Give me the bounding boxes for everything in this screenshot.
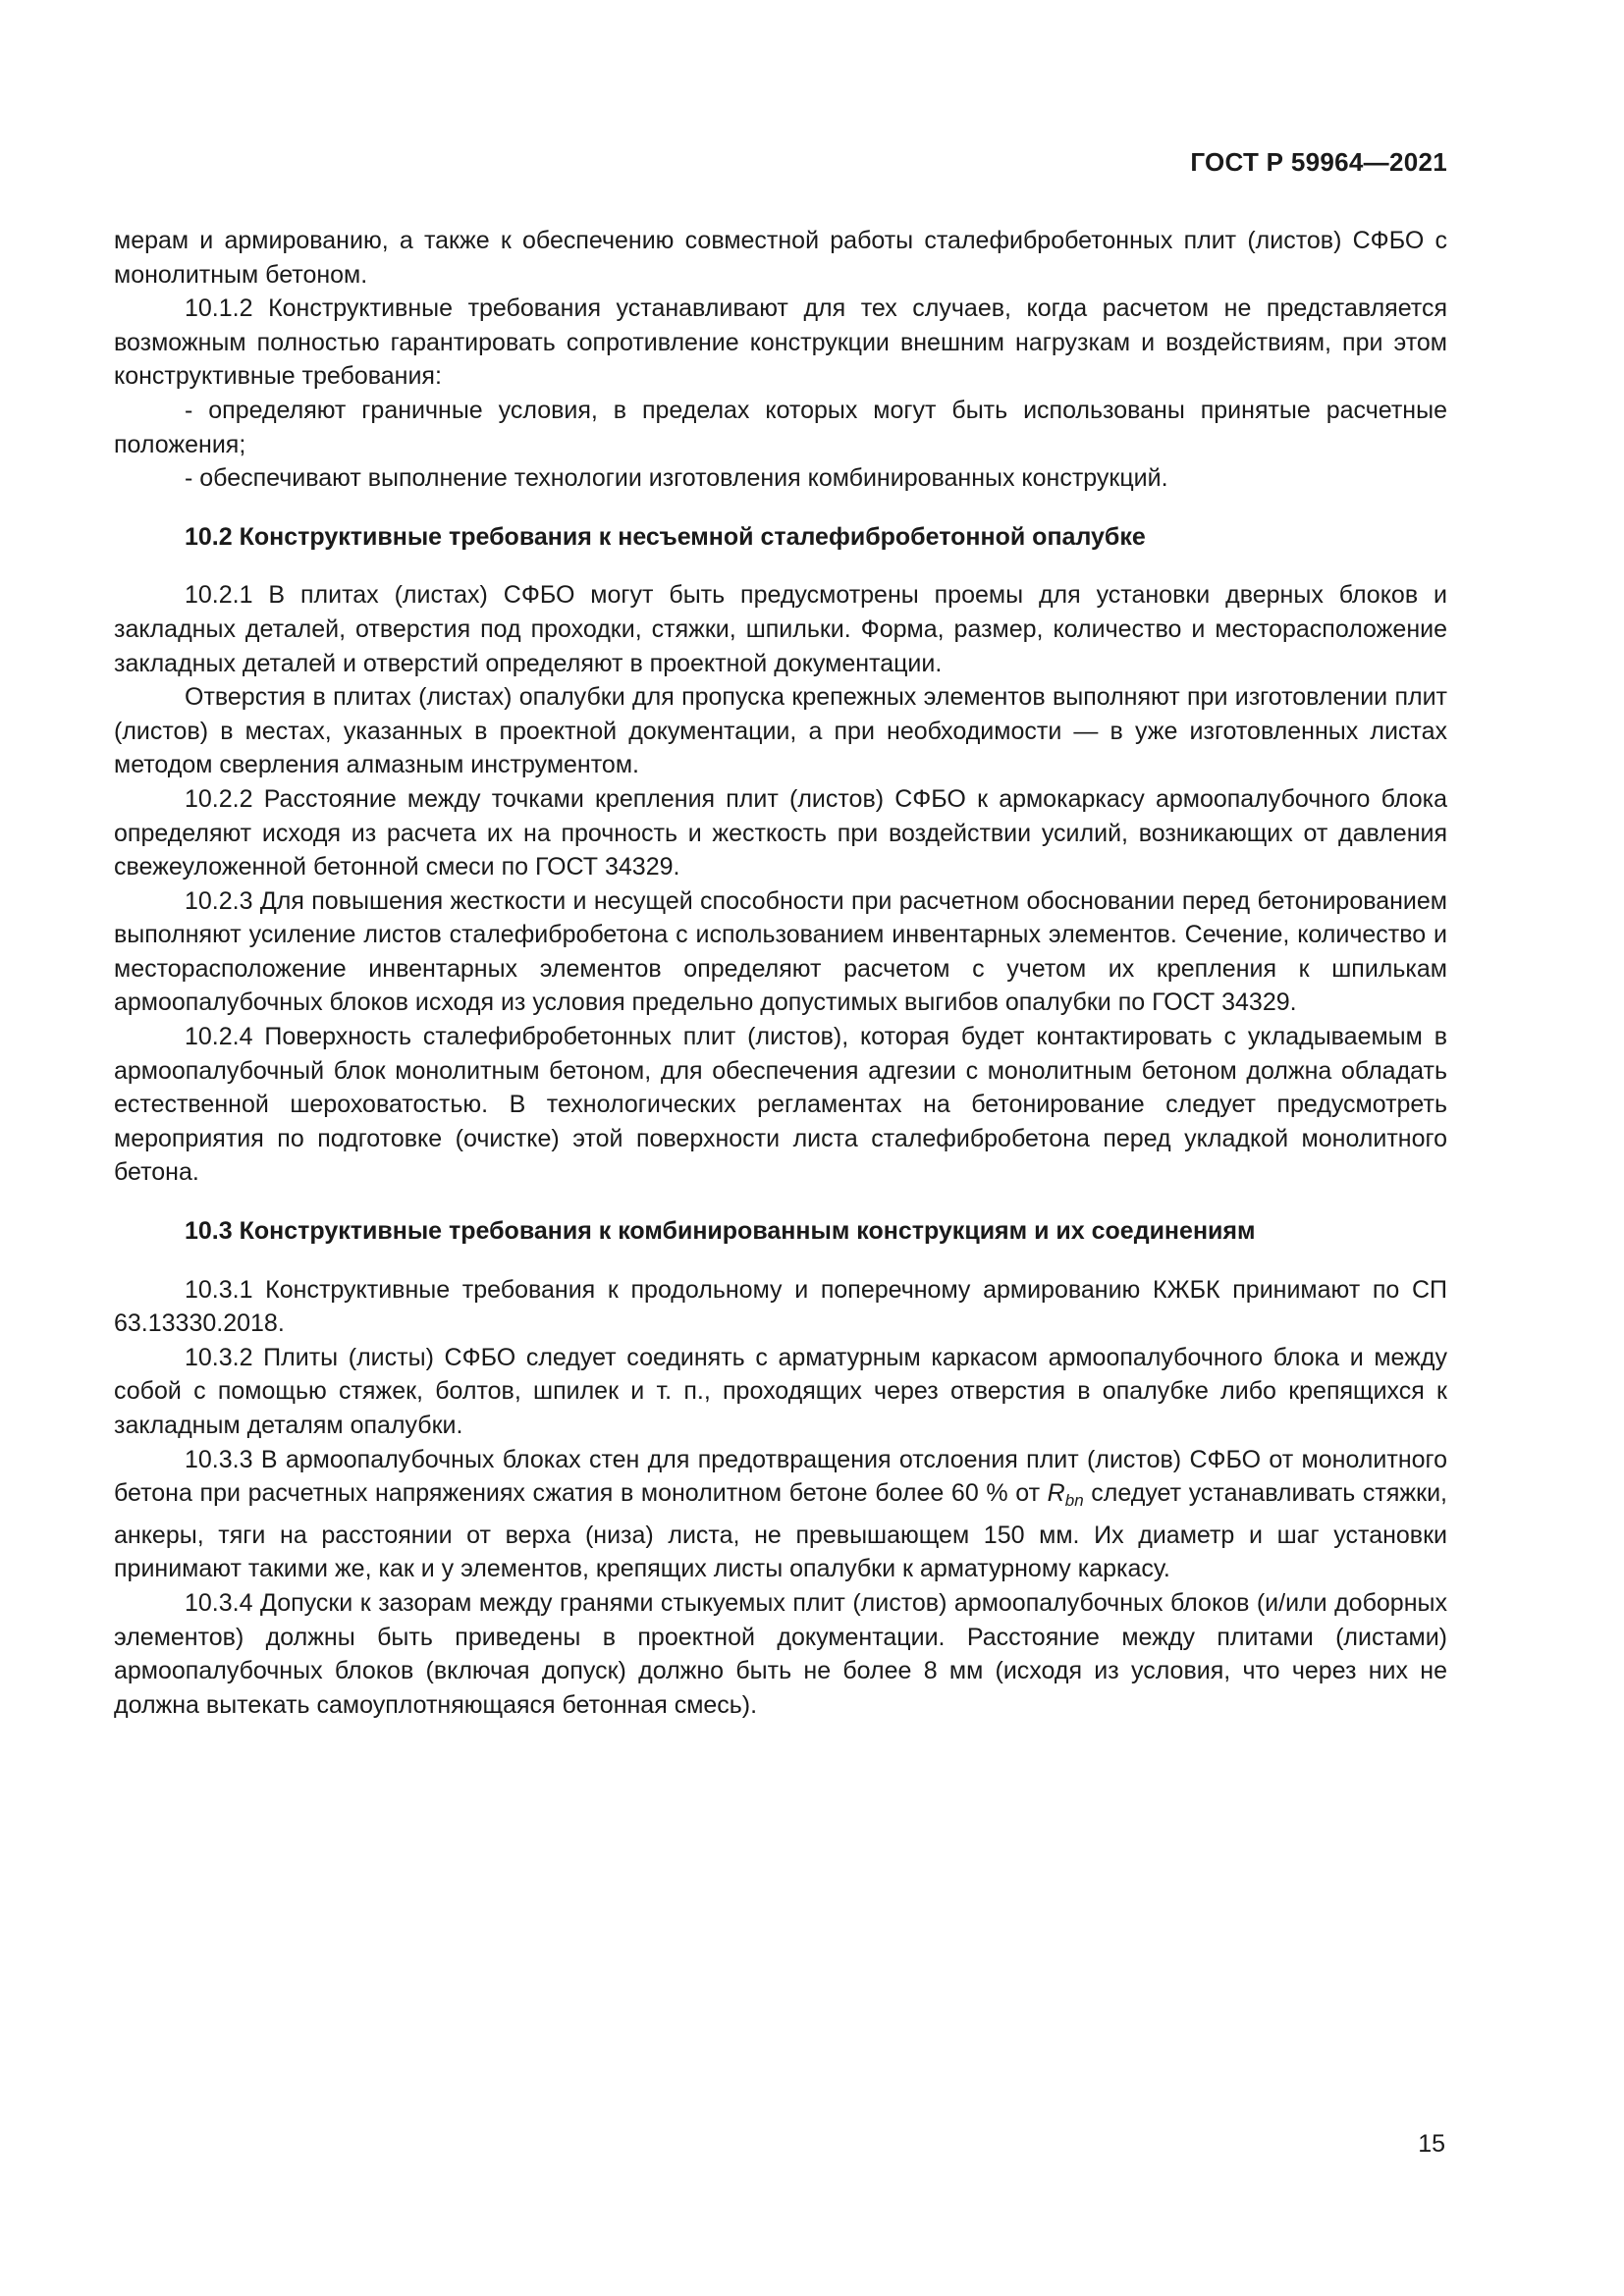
symbol-r-bn — [1047, 1479, 1084, 1511]
paragraph-10-2-2: 10.2.2 Расстояние между точками крепления плит (листов) СФБО к армокаркасу армоопалубочного блока определяют исходя из расчета их на прочность и жесткость при воздействии усилий, возникающих от давления свежеуложенной бетонной смеси по ГОСТ 34329. — [114, 784, 1447, 881]
paragraph-10-1-2: 10.1.2 Конструктивные требования устанавливают для тех случаев, когда расчетом не представляется возможным полностью гарантировать сопротивление конструкции внешним нагрузкам и воздействиям, при этом конструктивные требования: — [114, 294, 1447, 391]
section-heading-10-3: 10.3 Конструктивные требования к комбинированным конструкциям и их соединениям — [185, 1217, 1256, 1246]
document-id-header: ГОСТ Р 59964—2021 — [1190, 147, 1447, 177]
paragraph-holes: Отверстия в плитах (листах) опалубки для пропуска крепежных элементов выполняют при изготовлении плит (листов) в местах, указанных в проектной документации, а при необходимости — в уже изготовленных листах методом сверления алмазным инструментом. — [114, 683, 1447, 779]
paragraph-10-3-3 — [114, 1443, 1447, 1586]
list-item-boundary-conditions: - определяют граничные условия, в пределах которых могут быть использованы принятые расчетные положения; — [114, 396, 1447, 458]
paragraph-10-3-4: 10.3.4 Допуски к зазорам между гранями стыкуемых плит (листов) армоопалубочных блоков (и/или доборных элементов) должны быть приведены в проектной документации. Расстояние между плитами (листами) армоопалубочных блоков (включая допуск) должно быть не более 8 мм (исходя из условия, что через них не должна вытекать самоуплотняющаяся бетонная смесь). — [114, 1588, 1447, 1719]
paragraph-10-3-2: 10.3.2 Плиты (листы) СФБО следует соединять с арматурным каркасом армоопалубочного блока и между собой с помощью стяжек, болтов, шпилек и т. п., проходящих через отверстия в опалубке либо крепящихся к закладным деталям опалубки. — [114, 1343, 1447, 1439]
paragraph-continuation: мерам и армированию, а также к обеспечению совместной работы сталефибробетонных плит (листов) СФБО с монолитным бетоном. — [114, 227, 1447, 289]
list-item-technology: - обеспечивают выполнение технологии изготовления комбинированных конструкций. — [185, 464, 1168, 493]
document-body — [114, 224, 1447, 1722]
paragraph-10-2-1: 10.2.1 В плитах (листах) СФБО могут быть предусмотрены проемы для установки дверных блоков и закладных деталей, отверстия под проходки, стяжки, шпильки. Форма, размер, количество и месторасположение закладных деталей и отверстий определяют в проектной документации. — [114, 581, 1447, 677]
paragraph-10-2-4: 10.2.4 Поверхность сталефибробетонных плит (листов), которая будет контактировать с укладываемым в армоопалубочный блок монолитным бетоном, для обеспечения адгезии с монолитным бетоном должна обладать естественной шероховатостью. В технологических регламентах на бетонирование следует предусмотреть мероприятия по подготовке (очистке) этой поверхности листа сталефибробетона перед укладкой монолитного бетона. — [114, 1023, 1447, 1187]
page-number: 15 — [1418, 2130, 1445, 2158]
paragraph-10-3-3-part-2: следует устанавливать стяжки, анкеры, тяги на расстоянии от верха (низа) листа, не превышающем 150 мм. Их диаметр и шаг установки принимают такими же, как и у элементов, крепящих листы опалубки к арматурному каркасу. — [114, 1479, 1447, 1583]
symbol-subscript-bn: bn — [1064, 1491, 1084, 1511]
symbol-r: R — [1047, 1479, 1065, 1508]
paragraph-10-3-1: 10.3.1 Конструктивные требования к продольному и поперечному армированию КЖБК принимают по СП 63.13330.2018. — [114, 1275, 1447, 1338]
paragraph-10-3-3-part-1: 10.3.3 В армоопалубочных блоках стен для предотвращения отслоения плит (листов) СФБО от монолитного бетона при расчетных напряжениях сжатия в монолитном бетоне более 60 % от — [114, 1445, 1447, 1508]
paragraph-10-2-3: 10.2.3 Для повышения жесткости и несущей способности при расчетном обосновании перед бетонированием выполняют усиление листов сталефибробетона с использованием инвентарных элементов. Сечение, количество и месторасположение инвентарных элементов определяют расчетом с учетом их крепления к шпилькам армоопалубочных блоков исходя из условия предельно допустимых выгибов опалубки по ГОСТ 34329. — [114, 886, 1447, 1017]
section-heading-10-2: 10.2 Конструктивные требования к несъемной сталефибробетонной опалубке — [185, 522, 1146, 551]
